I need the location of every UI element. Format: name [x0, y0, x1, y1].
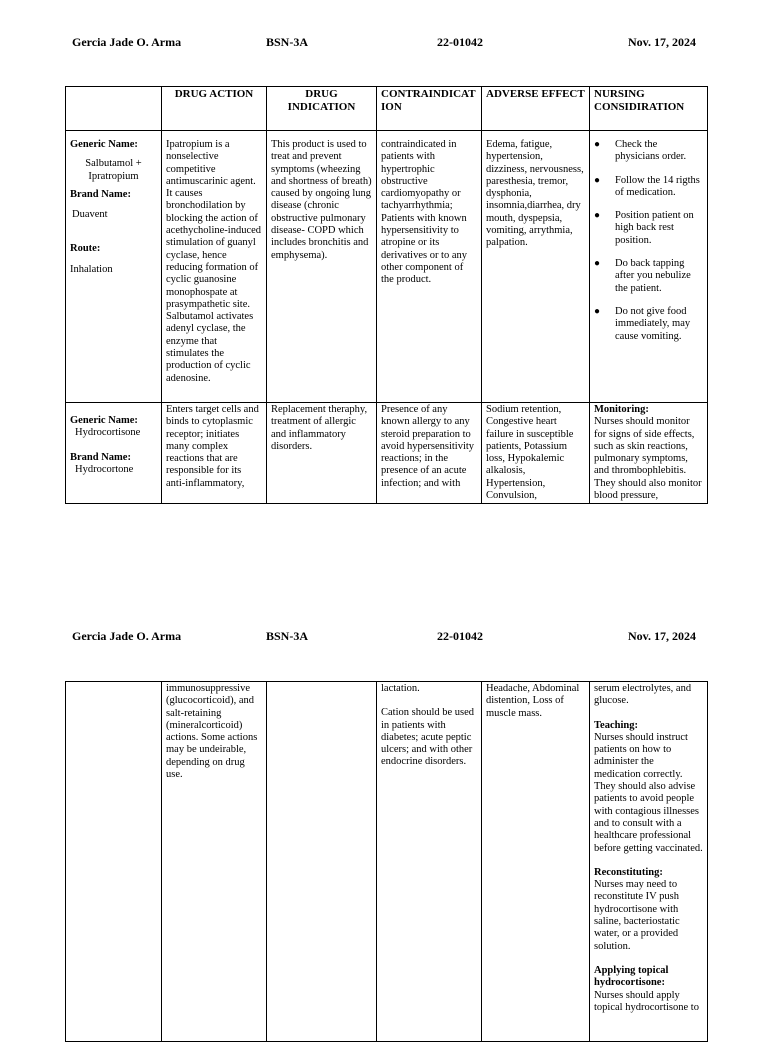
- nursing-consideration-cell: [590, 131, 708, 403]
- teaching-label: Teaching:: [594, 719, 638, 731]
- route-value: Inhalation: [70, 263, 113, 275]
- route-label: Route:: [70, 243, 101, 255]
- list-item: ● Position patient on high back rest position.: [594, 210, 703, 247]
- nursing-list: [594, 139, 703, 343]
- student-name: Gercia Jade O. Arma: [72, 35, 182, 49]
- table-row: [66, 682, 708, 1042]
- contraindication-cell: Presence of any known allergy to any steroid preparation to avoid hypersensitivity reactions; in the presence of an acute infection; and with: [377, 403, 482, 504]
- caution-text: Cation should be used in patients with diabetes; acute peptic ulcers; and with other endocrine disorders.: [381, 707, 475, 768]
- adverse-effect-cell: Edema, fatigue, hypertension, dizziness, nervousness, paresthesia, tremor, dysphonia, insomnia,diarrhea, dry mouth, dyspepsia, vomiting, arrythmia, palpation.: [482, 131, 590, 403]
- reconstituting-label: Reconstituting:: [594, 866, 663, 878]
- brand-name-value: Duavent: [72, 209, 108, 221]
- list-item: ● Check the physicians order.: [594, 139, 703, 164]
- student-name: Gercia Jade O. Arma: [72, 629, 182, 643]
- nursing-continued: serum electrolytes, and glucose.: [594, 683, 692, 707]
- course-section: BSN-3A: [266, 629, 309, 643]
- drug-name-cell: [66, 131, 162, 403]
- student-id: 22-01042: [437, 35, 483, 49]
- list-item: ● Do back tapping after you nebulize the patient.: [594, 258, 703, 295]
- brand-name-label: Brand Name:: [70, 451, 131, 463]
- contraindication-continued: lactation.: [381, 683, 420, 694]
- reconstituting-text: Nurses may need to reconstitute IV push hydrocortisone with saline, bacteriostatic water, or a provided solution.: [594, 879, 680, 952]
- page-header-1: [0, 35, 768, 55]
- generic-name-value: Hydrocortisone: [75, 427, 141, 439]
- brand-name-value: Hydrocortone: [75, 463, 134, 475]
- col-header-adverse-effect: ADVERSE EFFECT: [482, 87, 590, 131]
- table-header-row: [66, 87, 708, 131]
- page-header-2: [0, 629, 768, 649]
- drug-indication-cell: This product is used to treat and prevent symptoms (wheezing and shortness of breath) caused by ongoing lung disease (chronic obstructive pulmonary disease- COPD which includes bronchitis and emphysema).: [267, 131, 377, 403]
- drug-name-cell: [66, 682, 162, 1042]
- drug-study-table: [65, 86, 708, 504]
- topical-label: Applying topical hydrocortisone:: [594, 964, 669, 989]
- drug-indication-cell: [267, 682, 377, 1042]
- generic-name-label: Generic Name:: [70, 139, 138, 150]
- student-id: 22-01042: [437, 629, 483, 643]
- nursing-consideration-cell: [590, 403, 708, 504]
- drug-action-cell: Ipatropium is a nonselective competitive antimuscarinic agent. It causes bronchodilation by blocking the action of acethycholine-induced stimulation of guanyl cyclase, hence reducing formation of cyclic guanosine monophospate at prasympathetic site. Salbutamol activates adenyl cyclase, the enzyme that stimulates the production of cyclic adenosine.: [162, 131, 267, 403]
- nursing-consideration-cell: [590, 682, 708, 1042]
- adverse-effect-cell: Headache, Abdominal distention, Loss of muscle mass.: [482, 682, 590, 1042]
- adverse-effect-cell: Sodium retention, Congestive heart failure in susceptible patients, Potassium loss, Hypokalemic alkalosis, Hypertension, Convulsion,: [482, 403, 590, 504]
- brand-name-label: Brand Name:: [70, 188, 131, 200]
- topical-text: Nurses should apply topical hydrocortisone to: [594, 989, 699, 1013]
- table-row: [66, 131, 708, 403]
- generic-name-label: Generic Name:: [70, 415, 138, 426]
- monitoring-label: Monitoring:: [594, 404, 649, 415]
- drug-indication-cell: Replacement theraphy, treatment of allergic and inflammatory disorders.: [267, 403, 377, 504]
- col-header-nursing-consideration: NURSING CONSIDIRATION: [590, 87, 708, 131]
- col-header-contraindication: CONTRAINDICATION: [377, 87, 482, 131]
- drug-study-table-continued: [65, 681, 708, 1042]
- drug-action-cell: Enters target cells and binds to cytoplasmic receptor; initiates many complex reactions that are responsible for its anti-inflammatory,: [162, 403, 267, 504]
- course-section: BSN-3A: [266, 35, 309, 49]
- drug-action-cell: immunosuppressive (glucocorticoid), and salt-retaining (mineralcorticoid) actions. Some actions may be undeirable, depending on drug use.: [162, 682, 267, 1042]
- table-row: [66, 403, 708, 504]
- document-date: Nov. 17, 2024: [628, 35, 697, 49]
- header-empty-cell: [66, 87, 162, 131]
- drug-name-cell: [66, 403, 162, 504]
- list-item: ● Do not give food immediately, may cause vomiting.: [594, 306, 703, 343]
- monitoring-text: Nurses should monitor for signs of side effects, such as skin reactions, pulmonary symptoms, and thrombophlebitis. They should also monitor blood pressure,: [594, 416, 702, 502]
- generic-name-value: Salbutamol + Ipratropium: [85, 158, 142, 182]
- contraindication-cell: contraindicated in patients with hypertrophic obstructive cardiomyopathy or tachyarrhythmia; Patients with known hypersensitivity to atropine or its derivatives or to any other component of the product.: [377, 131, 482, 403]
- contraindication-cell: [377, 682, 482, 1042]
- col-header-drug-action: DRUG ACTION: [162, 87, 267, 131]
- document-date: Nov. 17, 2024: [628, 629, 697, 643]
- list-item: ● Follow the 14 rigths of medication.: [594, 175, 703, 200]
- teaching-text: Nurses should instruct patients on how to administer the medication correctly. They should also advise patients to avoid people with contagious illnesses and to consult with a healthcare professional before getting vaccinated.: [594, 731, 703, 854]
- col-header-drug-indication: DRUG INDICATION: [267, 87, 377, 131]
